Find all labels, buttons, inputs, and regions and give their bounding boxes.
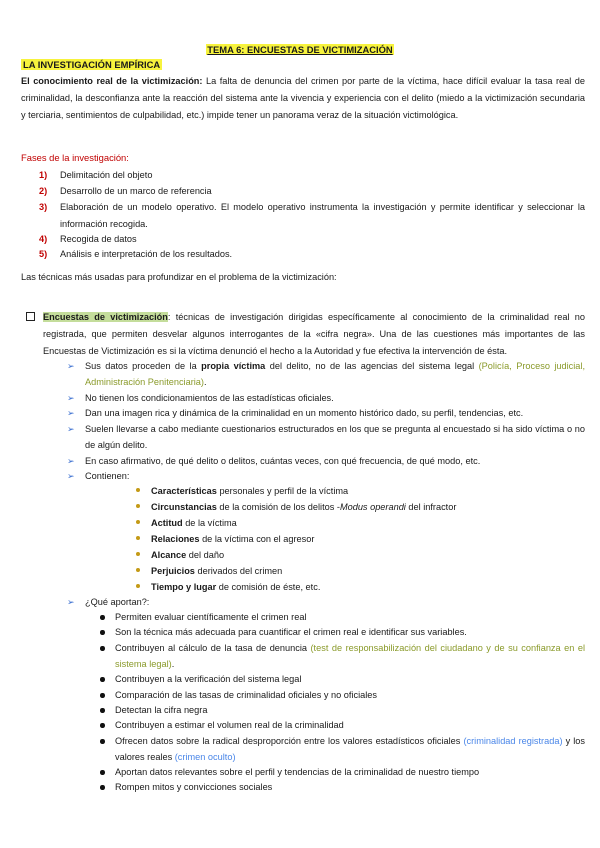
arrow-item: ➢ En caso afirmativo, de qué delito o delitos, cuántas veces, con qué frecuencia, de qué modo, etc.: [85, 453, 585, 469]
bullet-icon: [136, 568, 140, 572]
bullet-icon: [100, 693, 105, 698]
encuestas-paragraph: Encuestas de victimización: técnicas de investigación dirigidas específicamente al conocimiento de la criminalidad real no registrada, que permiten desvelar algunos interrogantes de la «cifra negra». Una de las cuestiones más importantes de las Encuestas de Victimización es si la víctima denunció el hecho a la Autoridad y fue efectiva la intervención de ésta.: [43, 312, 585, 356]
arrow-item: ➢ Suelen llevarse a cabo mediante cuestionarios estructurados en los que se pregunta al encuestado si ha sido víctima o no de algún delito.: [85, 421, 585, 453]
bullet-icon: [100, 770, 105, 775]
section-heading: LA INVESTIGACIÓN EMPÍRICA: [23, 59, 161, 70]
techniques-intro: Las técnicas más usadas para profundizar en el problema de la victimización:: [21, 272, 337, 282]
aportan-item: Contribuyen al cálculo de la tasa de denuncia (test de responsabilización del ciudadano y de su confianza en el sistema legal).: [115, 641, 585, 672]
contienen-item: Relaciones de la víctima con el agresor: [151, 531, 581, 547]
contienen-item: Alcance del daño: [151, 547, 581, 563]
encuestas-checkbox[interactable]: [26, 312, 35, 321]
fase-item: 4) Recogida de datos: [39, 234, 137, 244]
bullet-icon: [100, 646, 105, 651]
bullet-icon: [136, 488, 140, 492]
fase-item: 2) Desarrollo de un marco de referencia: [39, 186, 212, 196]
contienen-item: Características personales y perfil de la víctima: [151, 483, 581, 499]
bullet-icon: [100, 708, 105, 713]
intro-paragraph: El conocimiento real de la victimización: La falta de denuncia del crimen por parte de la víctima, hace difícil evaluar la tasa real de criminalidad, la desconfianza ante la reacción del sistema ante la vivencia y experiencia con el delito (miedo a la victimización secundaria y terciaria, sentimientos de culpabilidad, etc.) impide tener un panorama veraz de la situación victimológica.: [21, 76, 586, 120]
arrow-bullet-icon: ➢: [67, 361, 75, 371]
contienen-item: Circunstancias de la comisión de los delitos -Modus operandi del infractor: [151, 499, 581, 515]
arrow-bullet-icon: ➢: [67, 456, 75, 466]
aportan-item: Aportan datos relevantes sobre el perfil y tendencias de la criminalidad de nuestro tiempo: [115, 765, 585, 781]
aportan-item: Permiten evaluar científicamente el crimen real: [115, 610, 585, 626]
contienen-item: Perjuicios derivados del crimen: [151, 563, 581, 579]
arrow-bullet-icon: ➢: [67, 393, 75, 403]
arrow-bullet-icon: ➢: [67, 408, 75, 418]
fase-item: 1) Delimitación del objeto: [39, 170, 153, 180]
bullet-icon: [136, 584, 140, 588]
aportan-item: Rompen mitos y convicciones sociales: [115, 780, 585, 796]
bullet-icon: [100, 739, 105, 744]
arrow-bullet-icon: ➢: [67, 471, 75, 481]
contienen-item: Tiempo y lugar de comisión de éste, etc.: [151, 579, 581, 595]
bullet-icon: [136, 520, 140, 524]
bullet-icon: [100, 723, 105, 728]
contienen-item: Actitud de la víctima: [151, 515, 581, 531]
aportan-item: Ofrecen datos sobre la radical desproporción entre los valores estadísticos oficiales (criminalidad registrada) y los valores reales (crimen oculto): [115, 734, 585, 765]
aportan-item: Detectan la cifra negra: [115, 703, 585, 719]
page-title: TEMA 6: ENCUESTAS DE VICTIMIZACIÓN: [207, 44, 393, 55]
bullet-icon: [100, 677, 105, 682]
bullet-icon: [100, 785, 105, 790]
arrow-bullet-icon: ➢: [67, 597, 75, 607]
bullet-icon: [136, 536, 140, 540]
arrow-item: ➢ Sus datos proceden de la propia víctima del delito, no de las agencias del sistema legal (Policía, Proceso judicial, Administración Penitenciaria).: [85, 358, 585, 390]
arrow-item: ➢ Contienen:: [85, 468, 585, 484]
bullet-icon: [136, 504, 140, 508]
bullet-icon: [100, 630, 105, 635]
fase-item: 5) Análisis e interpretación de los resultados.: [39, 249, 233, 259]
arrow-item: ➢ Dan una imagen rica y dinámica de la criminalidad en un momento histórico dado, su perfil, tendencias, etc.: [85, 405, 585, 421]
aportan-item: Contribuyen a estimar el volumen real de la criminalidad: [115, 718, 585, 734]
aportan-item: Comparación de las tasas de criminalidad oficiales y no oficiales: [115, 688, 585, 704]
arrow-item: ➢ No tienen los condicionamientos de las estadísticas oficiales.: [85, 390, 585, 406]
bullet-icon: [136, 552, 140, 556]
arrow-item: ➢ ¿Qué aportan?:: [85, 594, 585, 610]
fases-heading: Fases de la investigación:: [21, 152, 129, 163]
fase-item: 3) Elaboración de un modelo operativo. El modelo operativo instrumenta la investigación y permite identificar y seleccionar la información recogida.: [39, 202, 585, 229]
bullet-icon: [100, 615, 105, 620]
aportan-item: Contribuyen a la verificación del sistema legal: [115, 672, 585, 688]
aportan-item: Son la técnica más adecuada para cuantificar el crimen real e identificar sus variables.: [115, 625, 585, 641]
arrow-bullet-icon: ➢: [67, 424, 75, 434]
